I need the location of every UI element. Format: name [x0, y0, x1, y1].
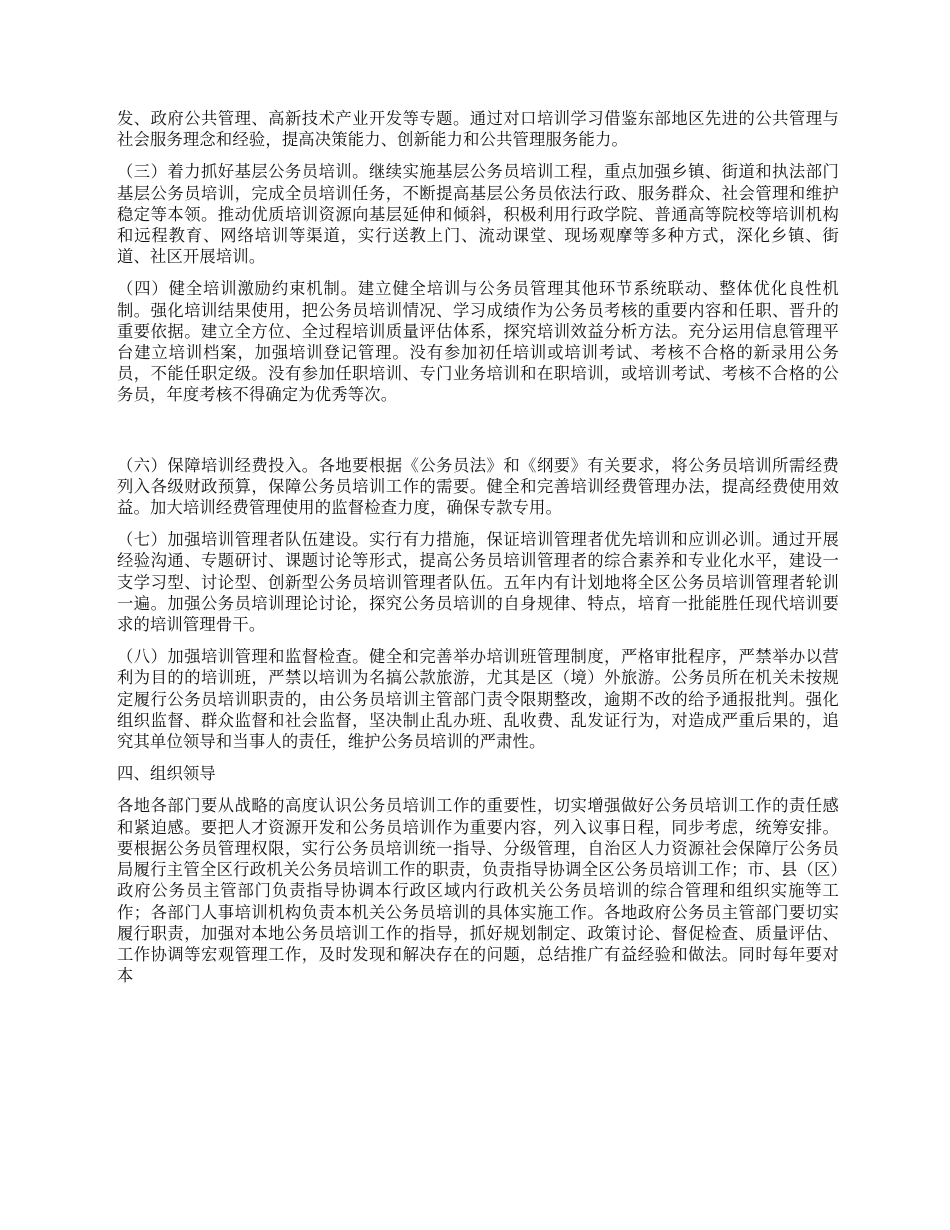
paragraph-organization: 各地各部门要从战略的高度认识公务员培训工作的重要性，切实增强做好公务员培训工作的责任感和紧迫感。要把人才资源开发和公务员培训作为重要内容，列入议事日程，同步考虑，统筹安排。要根据公务员管理权限，实行公务员培训统一指导、分级管理，自治区人力资源社会保障厅公务员局履行主管全区行政机关公务员培训工作的职责，负责指导协调全区公务员培训工作；市、县（区）政府公务员主管部门负责指导协调本行政区域内行政机关公务员培训的综合管理和组织实施等工作；各部门人事培训机构负责本机关公务员培训的具体实施工作。各地政府公务员主管部门要切实履行职责，加强对本地公务员培训工作的指导，抓好规划制定、政策讨论、督促检查、质量评估、工作协调等宏观管理工作，及时发现和解决存在的问题，总结推广有益经验和做法。同时每年要对本	[117, 796, 839, 986]
document-body	[117, 108, 839, 997]
paragraph-section-3: （三）着力抓好基层公务员培训。继续实施基层公务员培训工程，重点加强乡镇、街道和执法部门基层公务员培训，完成全员培训任务，不断提高基层公务员依法行政、服务群众、社会管理和维护稳定等本领。推动优质培训资源向基层延伸和倾斜，积极利用行政学院、普通高等院校等培训机构和远程教育、网络培训等渠道，实行送教上门、流动课堂、现场观摩等多种方式，深化乡镇、街道、社区开展培训。	[117, 162, 839, 267]
blank-gap	[117, 417, 839, 455]
paragraph-section-7: （七）加强培训管理者队伍建设。实行有力措施，保证培训管理者优先培训和应训必训。通过开展经验沟通、专题研讨、课题讨论等形式，提高公务员培训管理者的综合素养和专业化水平，建设一支学习型、讨论型、创新型公务员培训管理者队伍。五年内有计划地将全区公务员培训管理者轮训一遍。加强公务员培训理论讨论，探究公务员培训的自身规律、特点，培育一批能胜任现代培训要求的培训管理骨干。	[117, 530, 839, 635]
paragraph-section-6: （六）保障培训经费投入。各地要根据《公务员法》和《纲要》有关要求，将公务员培训所需经费列入各级财政预算，保障公务员培训工作的需要。健全和完善培训经费管理办法，提高经费使用效益。加大培训经费管理使用的监督检查力度，确保专款专用。	[117, 455, 839, 518]
paragraph-1: 发、政府公共管理、高新技术产业开发等专题。通过对口培训学习借鉴东部地区先进的公共管理与社会服务理念和经验，提高决策能力、创新能力和公共管理服务能力。	[117, 109, 839, 150]
section-heading-organization: 四、组织领导	[117, 764, 216, 784]
paragraph-section-4: （四）健全培训激励约束机制。建立健全培训与公务员管理其他环节系统联动、整体优化良性机制。强化培训结果使用，把公务员培训情况、学习成绩作为公务员考核的重要内容和任职、晋升的重要依据。建立全方位、全过程培训质量评估体系，探究培训效益分析方法。充分运用信息管理平台建立培训档案，加强培训登记管理。没有参加初任培训或培训考试、考核不合格的新录用公务员，不能任职定级。没有参加任职培训、专门业务培训和在职培训，或培训考试、考核不合格的公务员，年度考核不得确定为优秀等次。	[117, 279, 839, 405]
paragraph-section-8: （八）加强培训管理和监督检查。健全和完善举办培训班管理制度，严格审批程序，严禁举办以营利为目的的培训班，严禁以培训为名搞公款旅游，尤其是区（境）外旅游。公务员所在机关未按规定履行公务员培训职责的，由公务员培训主管部门责令限期整改，逾期不改的给予通报批判。强化组织监督、群众监督和社会监督，坚决制止乱办班、乱收费、乱发证行为，对造成严重后果的，追究其单位领导和当事人的责任，维护公务员培训的严肃性。	[117, 647, 839, 752]
